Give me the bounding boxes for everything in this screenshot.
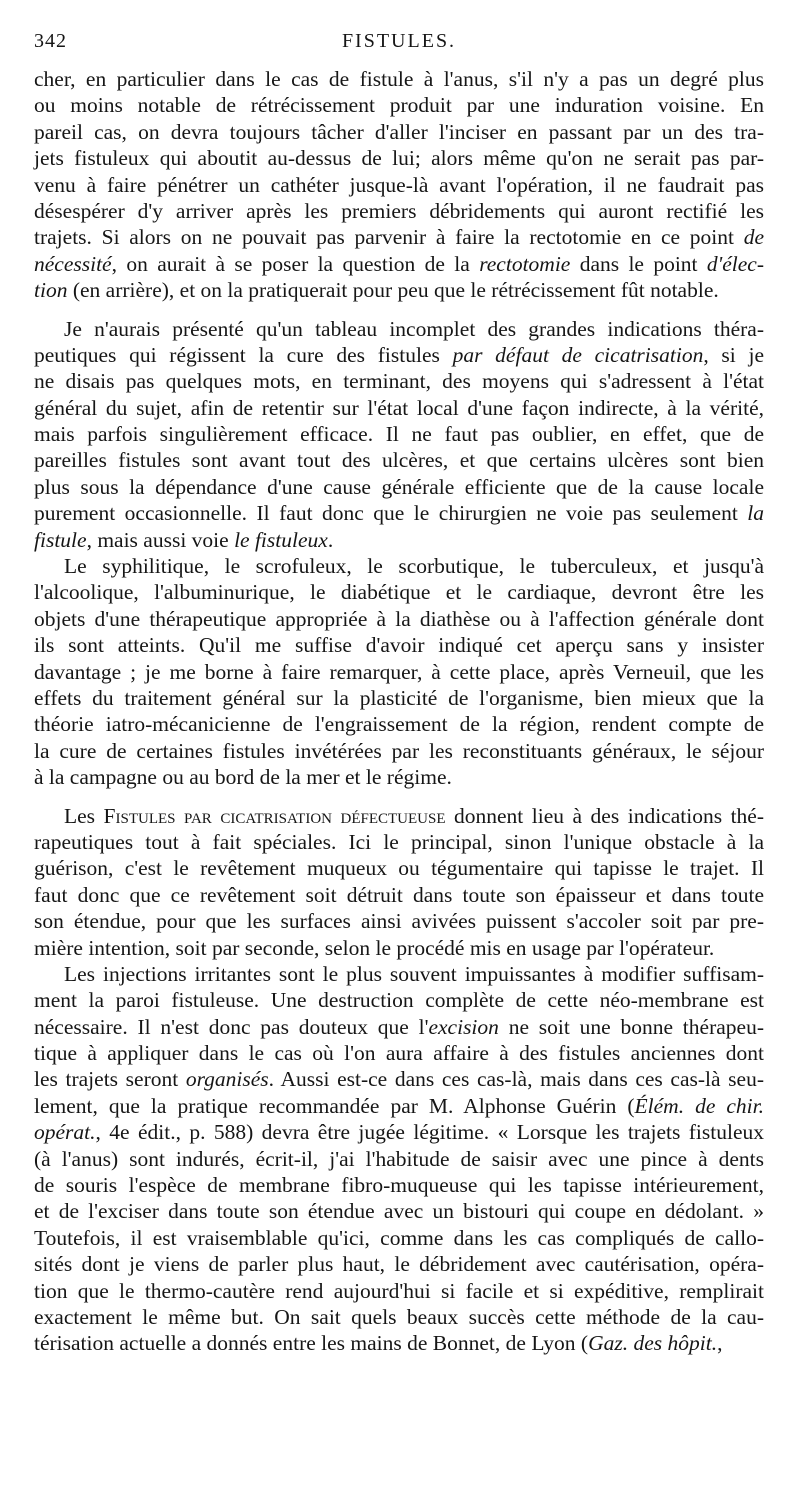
text-run: Les injections irritantes sont le plus souvent impuissantes à modifier suffisam-: [64, 961, 764, 986]
text-line: [34, 1225, 764, 1251]
text-line: [34, 1014, 764, 1040]
text-line: [34, 711, 764, 737]
text-run: , mais aussi voie: [86, 527, 235, 552]
italic-text: excision: [428, 1014, 499, 1039]
text-line: [34, 1278, 764, 1304]
text-line: [34, 829, 764, 855]
italic-text: Élém. de chir.: [634, 1093, 765, 1118]
running-title: FISTULES.: [341, 30, 457, 52]
text-run: (à l'anus) sont indurés, écrit-il, j'ai l'habitude de saisir avec une pince à dents: [34, 1146, 764, 1171]
text-run: (en arrière), et on la pratiquerait pour peu que le rétrécissement fût notable.: [67, 278, 719, 303]
text-line: [34, 447, 764, 473]
text-line: [34, 251, 764, 277]
text-line: [34, 421, 764, 447]
text-run: mais parfois singulièrement efficace. Il ne faut pas oublier, en effet, que de: [34, 422, 764, 447]
text-run: cher, en particulier dans le cas de fistule à l'anus, s'il n'y a pas un degré plus: [34, 67, 764, 91]
running-header: [34, 30, 764, 60]
text-run: lement, que la pratique recommandée par M. Alphonse Guérin (: [34, 1093, 635, 1118]
text-line: [34, 935, 764, 961]
italic-text: nécessité: [34, 251, 112, 276]
text-line: [34, 474, 764, 500]
text-run: , si je: [703, 342, 764, 367]
text-run: dans le point: [570, 251, 707, 276]
text-run: jets fistuleux qui aboutit au-dessus de lui; alors même qu'on ne serait pas par-: [34, 146, 764, 171]
text-run: pareilles fistules sont avant tout des ulcères, et que certains ulcères sont bien: [34, 448, 764, 473]
text-line: [34, 803, 764, 829]
text-run: Les: [64, 803, 104, 828]
italic-text: tion: [34, 278, 68, 303]
text-run: guérison, c'est le revêtement muqueux ou tégumentaire qui tapisse le trajet. Il: [34, 856, 764, 881]
text-line: [34, 500, 764, 526]
text-run: désespérer d'y arriver après les premiers débridements qui auront rectifié les: [34, 198, 764, 223]
text-run: son étendue, pour que les surfaces ainsi avivées puissent s'accoler soit par pre-: [34, 909, 764, 934]
text-line: [34, 1119, 764, 1145]
text-run: tion que le thermo-cautère rend aujourd'hui si facile et si expéditive, remplirait: [34, 1278, 764, 1303]
text-line: [34, 1093, 764, 1119]
text-run: Je n'aurais présenté qu'un tableau incomplet des grandes indications théra-: [64, 316, 764, 341]
text-line: [34, 316, 764, 342]
text-run: ou moins notable de rétrécissement produit par une induration voisine. En: [34, 93, 764, 118]
text-run: rapeutiques tout à fait spéciales. Ici le principal, sinon l'unique obstacle à la: [34, 829, 764, 854]
text-run: Toutefois, il est vraisemblable qu'ici, comme dans les cas compliqués de callo-: [34, 1225, 764, 1250]
text-line: [34, 659, 764, 685]
text-run: plus sous la dépendance d'une cause générale efficiente que de la cause locale: [34, 474, 764, 499]
text-run: les trajets seront: [34, 1067, 186, 1092]
text-line: [34, 855, 764, 881]
text-run: à la campagne ou au bord de la mer et le régime.: [34, 765, 452, 790]
text-line: [34, 553, 764, 579]
text-run: venu à faire pénétrer un cathéter jusque-là avant l'opération, il ne faudrait pas: [34, 172, 764, 197]
text-line: [34, 92, 764, 118]
text-run: , 4e édit., p. 588) devra être jugée légitime. « Lorsque les trajets fistuleux: [95, 1120, 764, 1145]
paragraph: [34, 66, 764, 304]
text-line: [34, 738, 764, 764]
italic-text: Gaz. des hôpit.: [588, 1331, 718, 1356]
paragraph-gap: [34, 304, 764, 316]
italic-text: opérat.: [34, 1120, 96, 1145]
text-line: [34, 987, 764, 1013]
italic-text: par défaut de cicatrisation: [452, 342, 704, 367]
small-caps-text: Fistules par cicatrisation défectueuse: [103, 803, 446, 828]
text-run: général du sujet, afin de retentir sur l'état local d'une façon indirecte, à la vérité,: [34, 395, 764, 420]
text-run: la cure de certaines fistules invétérées par les reconstituants généraux, le séjour: [34, 738, 764, 763]
text-run: Le syphilitique, le scrofuleux, le scorbutique, le tuberculeux, et jusqu'à: [64, 554, 764, 579]
text-run: objets d'une thérapeutique appropriée à la diathèse ou à l'affection générale dont: [34, 606, 764, 631]
text-run: térisation actuelle a donnés entre les mains de Bonnet, de Lyon (: [34, 1331, 589, 1356]
text-line: [34, 198, 764, 224]
paragraph: [34, 961, 764, 1357]
paragraph: [34, 553, 764, 791]
text-run: théorie iatro-mécanicienne de l'engraissement de la région, rendent compte de: [34, 712, 764, 737]
text-run: davantage ; je me borne à faire remarquer, à cette place, après Verneuil, que les: [34, 659, 764, 684]
text-line: [34, 66, 764, 92]
text-line: [34, 882, 764, 908]
text-run: faut donc que ce revêtement soit détruit dans toute son épaisseur et dans toute: [34, 882, 764, 907]
text-line: [34, 342, 764, 368]
italic-text: la: [747, 501, 764, 526]
italic-text: d'élec-: [706, 251, 764, 276]
text-run: nécessaire. Il n'est donc pas douteux que l': [34, 1014, 429, 1039]
text-run: ne soit une bonne thérapeu-: [498, 1014, 764, 1039]
page-number: 342: [34, 30, 67, 52]
text-run: purement occasionnelle. Il faut donc que le chirurgien ne voie pas seulement: [34, 501, 748, 526]
paragraph: [34, 803, 764, 961]
text-run: , on aurait à se poser la question de la: [111, 251, 480, 276]
text-line: [34, 395, 764, 421]
text-run: l'alcoolique, l'albuminurique, le diabétique et le cardiaque, devront être les: [34, 580, 764, 605]
text-line: [34, 1066, 764, 1092]
text-line: [34, 277, 764, 303]
text-line: [34, 145, 764, 171]
text-run: pareil cas, on devra toujours tâcher d'aller l'inciser en passant par un des tra-: [34, 119, 764, 144]
text-line: [34, 1172, 764, 1198]
text-run: sités dont je viens de parler plus haut, le débridement avec cautérisation, opéra-: [34, 1252, 764, 1277]
text-run: exactement le même but. On sait quels beaux succès cette méthode de la cau-: [34, 1304, 764, 1329]
text-line: [34, 579, 764, 605]
italic-text: rectotomie: [479, 251, 571, 276]
text-line: [34, 172, 764, 198]
text-run: ils sont atteints. Qu'il me suffise d'avoir indiqué cet aperçu sans y insister: [34, 633, 764, 658]
text-line: [34, 1040, 764, 1066]
italic-text: fistule: [34, 527, 87, 552]
text-line: [34, 685, 764, 711]
italic-text: le fistuleux: [234, 527, 328, 552]
text-run: .: [327, 527, 334, 552]
paragraph: [34, 316, 764, 554]
text-run: mière intention, soit par seconde, selon le procédé mis en usage par l'opérateur.: [34, 935, 715, 960]
text-run: ,: [717, 1331, 723, 1356]
page-body: [34, 66, 764, 1357]
text-run: trajets. Si alors on ne pouvait pas parvenir à faire la rectotomie en ce point: [34, 225, 744, 250]
text-run: et de l'exciser dans toute son étendue avec un bistouri qui coupe en dédolant. »: [34, 1199, 764, 1224]
text-run: donnent lieu à des indications thé-: [445, 803, 764, 828]
text-line: [34, 961, 764, 987]
italic-text: de: [743, 225, 764, 250]
text-line: [34, 632, 764, 658]
text-line: [34, 908, 764, 934]
text-line: [34, 764, 764, 790]
text-run: tique à appliquer dans le cas où l'on aura affaire à des fistules anciennes dont: [34, 1041, 764, 1066]
text-run: peutiques qui régissent la cure des fistules: [34, 342, 453, 367]
italic-text: organisés: [185, 1067, 269, 1092]
text-line: [34, 527, 764, 553]
text-run: . Aussi est-ce dans ces cas-là, mais dans ces cas-là seu-: [268, 1067, 764, 1092]
text-line: [34, 1146, 764, 1172]
text-line: [34, 368, 764, 394]
text-line: [34, 1330, 764, 1356]
text-line: [34, 224, 764, 250]
text-line: [34, 606, 764, 632]
paragraph-gap: [34, 791, 764, 803]
text-run: de souris l'espèce de membrane fibro-muqueuse qui les tapisse intérieurement,: [34, 1173, 764, 1198]
text-run: ne disais pas quelques mots, en terminant, des moyens qui s'adressent à l'état: [34, 369, 764, 394]
text-line: [34, 1198, 764, 1224]
text-run: effets du traitement général sur la plasticité de l'organisme, bien mieux que la: [34, 685, 764, 710]
text-line: [34, 1251, 764, 1277]
text-line: [34, 119, 764, 145]
text-run: ment la paroi fistuleuse. Une destruction complète de cette néo-membrane est: [34, 988, 764, 1013]
text-line: [34, 1304, 764, 1330]
